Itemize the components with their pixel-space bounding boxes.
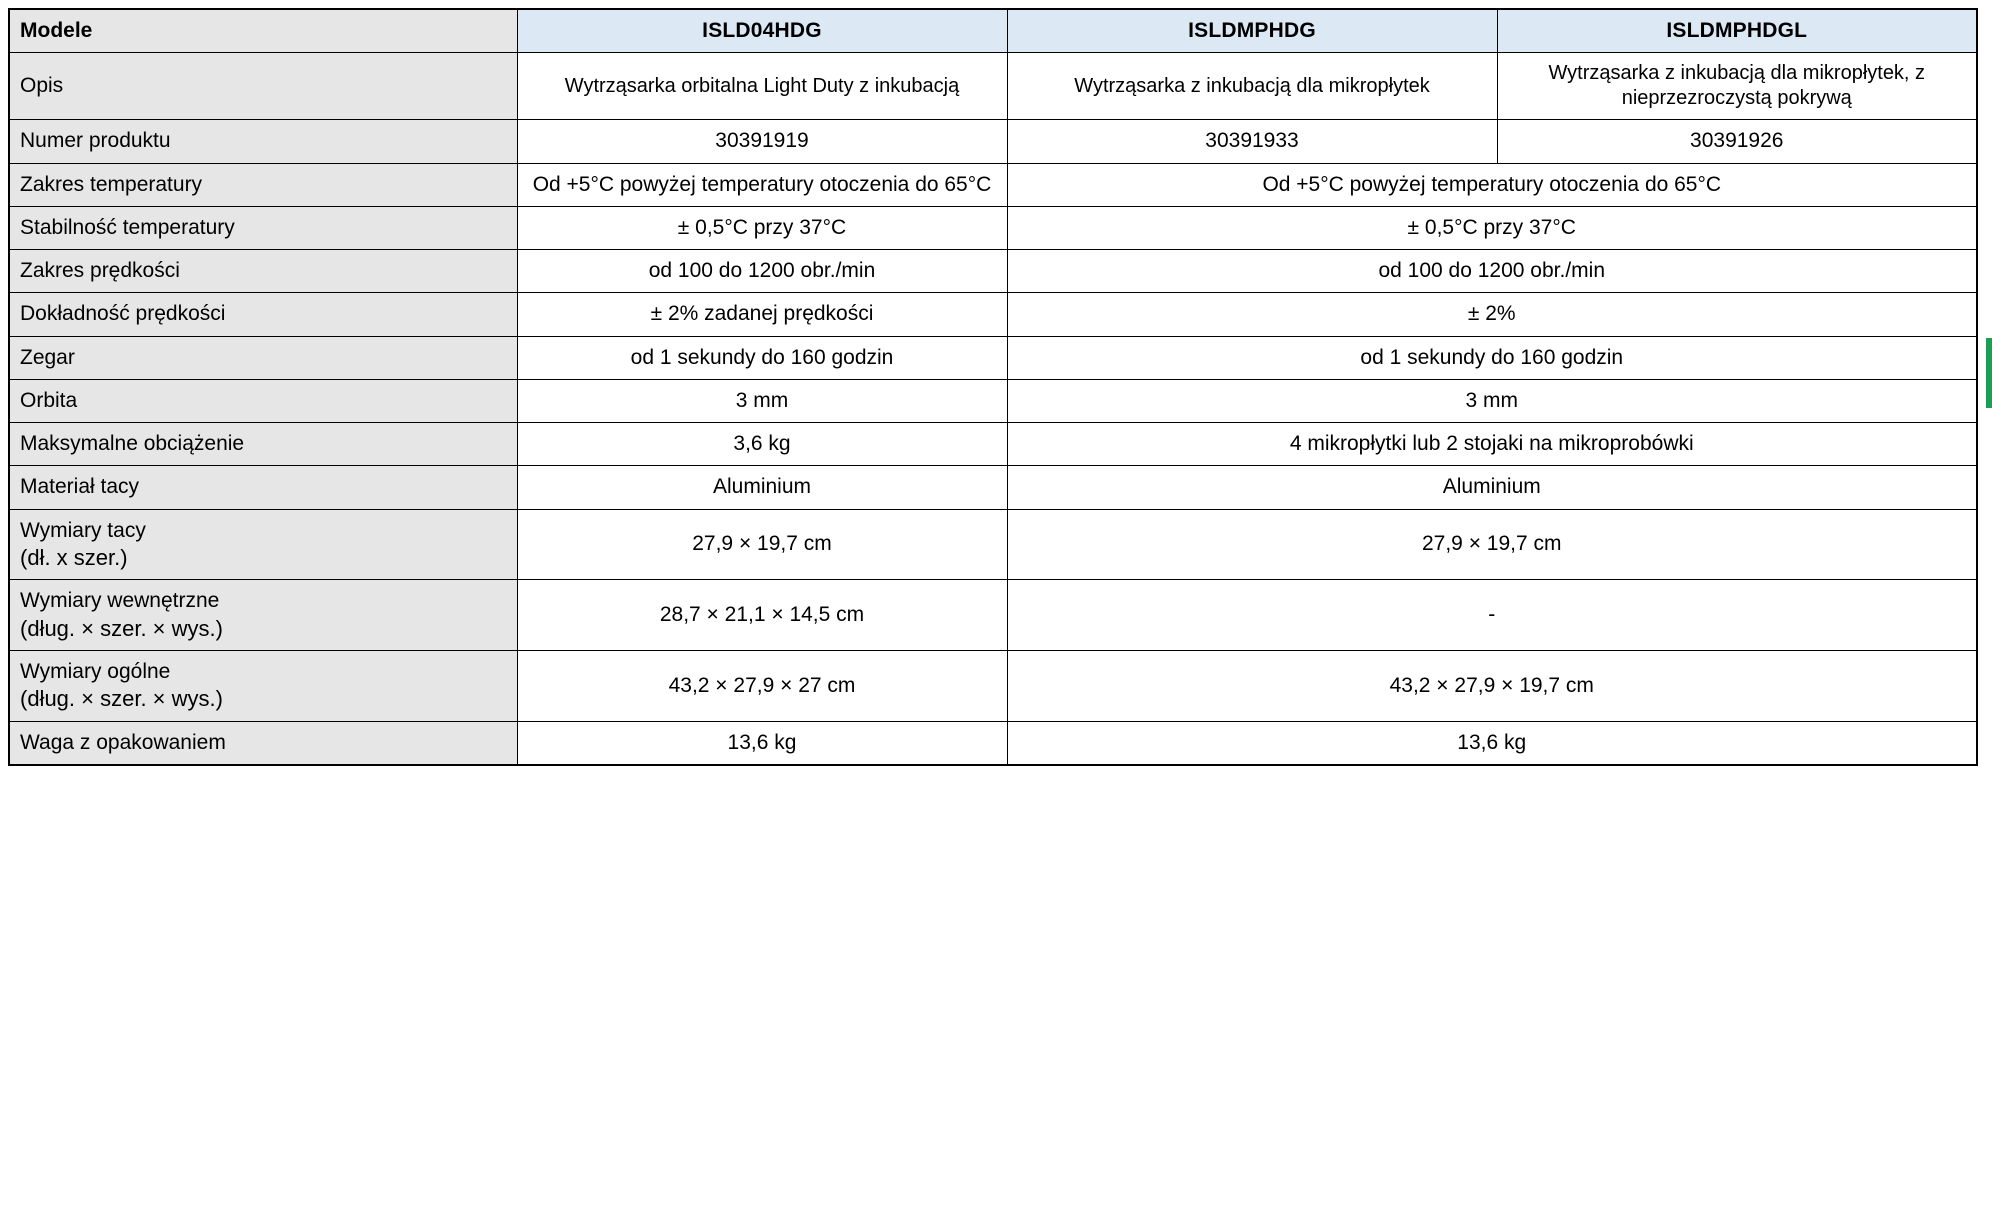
cell-model-1: 3 mm — [517, 379, 1007, 422]
row-label — [9, 423, 517, 466]
table-row — [9, 163, 1977, 206]
cell-model-2-3: od 1 sekundy do 160 godzin — [1007, 336, 1977, 379]
table-row — [9, 721, 1977, 765]
table-header — [9, 9, 1977, 53]
table-row — [9, 206, 1977, 249]
row-label-text: Wymiary tacy — [20, 518, 146, 542]
cell-model-2-3: - — [1007, 580, 1977, 651]
row-label-subtext: (dł. x szer.) — [20, 544, 128, 570]
row-label — [9, 580, 517, 651]
row-label-text: Zegar — [20, 345, 75, 369]
specifications-table — [8, 8, 1978, 766]
cell-model-1: Aluminium — [517, 466, 1007, 509]
row-label — [9, 509, 517, 580]
row-label — [9, 53, 517, 120]
row-label-text: Maksymalne obciążenie — [20, 432, 245, 455]
table-row — [9, 509, 1977, 580]
cell-model-1: od 1 sekundy do 160 godzin — [517, 336, 1007, 379]
cell-model-2-3: 27,9 × 19,7 cm — [1007, 509, 1977, 580]
row-label — [9, 293, 517, 336]
row-label-text: Opis — [20, 74, 64, 98]
header-row — [9, 9, 1977, 53]
cell-model-2-3: Aluminium — [1007, 466, 1977, 509]
cell-model-1: 30391919 — [517, 120, 1007, 163]
cell-model-2-3: ± 2% — [1007, 293, 1977, 336]
row-label — [9, 721, 517, 765]
table-row — [9, 120, 1977, 163]
cell-model-2-3: 13,6 kg — [1007, 721, 1977, 765]
table-row — [9, 250, 1977, 293]
cell-model-1: 13,6 kg — [517, 721, 1007, 765]
cell-model-2-3: od 100 do 1200 obr./min — [1007, 250, 1977, 293]
row-label-text: Waga z opakowaniem — [20, 730, 226, 754]
cell-model-2: Wytrząsarka z inkubacją dla mikropłytek — [1007, 53, 1497, 120]
edge-accent-marker — [1986, 338, 1992, 408]
row-label — [9, 250, 517, 293]
row-label-text: Numer produktu — [20, 129, 171, 153]
table-row — [9, 53, 1977, 120]
cell-model-1: ± 2% zadanej prędkości — [517, 293, 1007, 336]
table-row — [9, 293, 1977, 336]
cell-model-2-3: 43,2 × 27,9 × 19,7 cm — [1007, 651, 1977, 722]
row-label-text: Zakres temperatury — [20, 172, 203, 196]
cell-model-1: Wytrząsarka orbitalna Light Duty z inkubacją — [517, 53, 1007, 120]
table-row — [9, 466, 1977, 509]
row-label-text: Wymiary ogólne — [20, 660, 171, 683]
header-model-1: ISLD04HDG — [517, 9, 1007, 53]
header-label-models: Modele — [9, 9, 517, 53]
row-label — [9, 651, 517, 722]
row-label-text: Zakres prędkości — [20, 259, 180, 282]
row-label-text: Wymiary wewnętrzne — [20, 589, 220, 613]
cell-model-1: 28,7 × 21,1 × 14,5 cm — [517, 580, 1007, 651]
row-label — [9, 120, 517, 163]
table-body — [9, 53, 1977, 765]
row-label-text: Materiał tacy — [20, 475, 140, 499]
row-label-subtext: (dług. × szer. × wys.) — [20, 686, 223, 712]
row-label-text: Stabilność temperatury — [20, 215, 235, 239]
row-label — [9, 466, 517, 509]
row-label — [9, 163, 517, 206]
cell-model-1: 27,9 × 19,7 cm — [517, 509, 1007, 580]
row-label-subtext: (dług. × szer. × wys.) — [20, 615, 223, 641]
cell-model-3: 30391926 — [1497, 120, 1977, 163]
row-label-text: Orbita — [20, 388, 78, 412]
cell-model-1: 3,6 kg — [517, 423, 1007, 466]
row-label — [9, 379, 517, 422]
cell-model-2-3: 3 mm — [1007, 379, 1977, 422]
cell-model-1: od 100 do 1200 obr./min — [517, 250, 1007, 293]
table-row — [9, 651, 1977, 722]
table-row — [9, 580, 1977, 651]
cell-model-2-3: ± 0,5°C przy 37°C — [1007, 206, 1977, 249]
cell-model-1: ± 0,5°C przy 37°C — [517, 206, 1007, 249]
table-row — [9, 336, 1977, 379]
specification-sheet — [0, 8, 1992, 1230]
row-label — [9, 206, 517, 249]
row-label-text: Dokładność prędkości — [20, 302, 226, 326]
table-row — [9, 379, 1977, 422]
cell-model-1: 43,2 × 27,9 × 27 cm — [517, 651, 1007, 722]
cell-model-2-3: Od +5°C powyżej temperatury otoczenia do 65°C — [1007, 163, 1977, 206]
row-label — [9, 336, 517, 379]
table-row — [9, 423, 1977, 466]
header-model-2: ISLDMPHDG — [1007, 9, 1497, 53]
cell-model-2-3: 4 mikropłytki lub 2 stojaki na mikroprobówki — [1007, 423, 1977, 466]
header-model-3: ISLDMPHDGL — [1497, 9, 1977, 53]
cell-model-1: Od +5°C powyżej temperatury otoczenia do 65°C — [517, 163, 1007, 206]
cell-model-3: Wytrząsarka z inkubacją dla mikropłytek, z nieprzezroczystą pokrywą — [1497, 53, 1977, 120]
cell-model-2: 30391933 — [1007, 120, 1497, 163]
